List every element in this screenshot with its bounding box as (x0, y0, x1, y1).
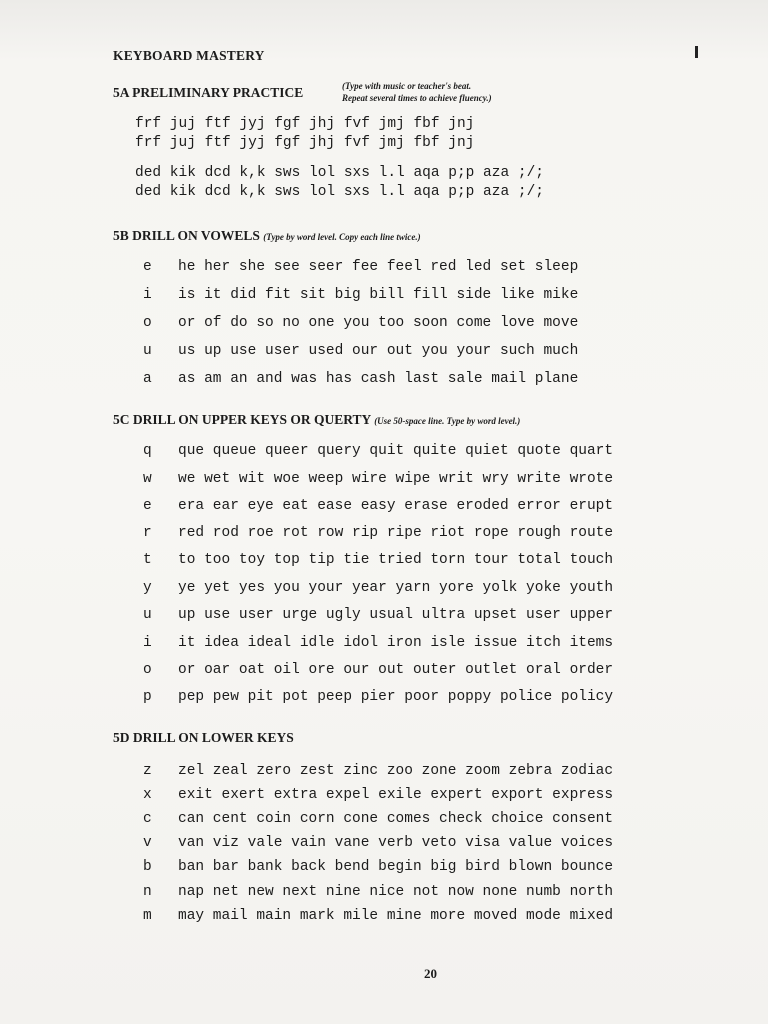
row-key: p (143, 689, 152, 705)
section-5a-note-line-1: (Type with music or teacher's beat. (342, 81, 472, 91)
section-5d-title: 5D DRILL ON LOWER KEYS (113, 730, 294, 745)
row-key: r (143, 525, 152, 541)
list-item (143, 607, 613, 623)
row-text: it idea ideal idle idol iron isle issue itch items (178, 635, 614, 651)
row-key: i (143, 287, 152, 303)
list-item (143, 908, 613, 924)
row-text: us up use user used our out you your such much (178, 343, 579, 359)
row-key: e (143, 498, 152, 514)
row-text: we wet wit woe weep wire wipe writ wry write wrote (178, 471, 614, 487)
row-text: to too toy top tip tie tried torn tour total touch (178, 552, 614, 568)
row-key: x (143, 787, 152, 803)
list-item (143, 498, 613, 514)
row-key: y (143, 580, 152, 596)
row-key: t (143, 552, 152, 568)
list-item (143, 884, 613, 900)
list-item (143, 259, 578, 275)
row-key: c (143, 811, 152, 827)
row-text: may mail main mark mile mine more moved mode mixed (178, 908, 614, 924)
row-text: ye yet yes you your year yarn yore yolk yoke youth (178, 580, 614, 596)
page-header: KEYBOARD MASTERY (113, 48, 265, 63)
row-text: nap net new next nine nice not now none numb north (178, 884, 614, 900)
section-5c-note: (Use 50-space line. Type by word level.) (374, 416, 521, 426)
list-item (143, 835, 613, 851)
row-text: zel zeal zero zest zinc zoo zone zoom zebra zodiac (178, 763, 614, 779)
row-text: que queue queer query quit quite quiet quote quart (178, 443, 614, 459)
row-key: b (143, 859, 152, 875)
row-text: can cent coin corn cone comes check choice consent (178, 811, 614, 827)
row-key: v (143, 835, 152, 851)
row-text: van viz vale vain vane verb veto visa value voices (178, 835, 614, 851)
row-key: q (143, 443, 152, 459)
row-text: up use user urge ugly usual ultra upset user upper (178, 607, 614, 623)
section-5b-heading: 5B DRILL ON VOWELS (113, 228, 260, 243)
section-5b-title (113, 228, 421, 244)
section-5c-heading: 5C DRILL ON UPPER KEYS OR QUERTY (113, 412, 371, 427)
row-key: n (143, 884, 152, 900)
list-item (143, 315, 578, 331)
list-item (143, 471, 613, 487)
drill-line: frf juj ftf jyj fgf jhj fvf jmj fbf jnj (135, 135, 475, 151)
list-item (143, 662, 613, 678)
row-key: o (143, 315, 152, 331)
row-key: o (143, 662, 152, 678)
row-text: he her she see seer fee feel red led set sleep (178, 259, 579, 275)
list-item (143, 763, 613, 779)
row-key: u (143, 343, 152, 359)
section-5a-note (342, 80, 492, 104)
list-item (143, 859, 613, 875)
drill-line: frf juj ftf jyj fgf jhj fvf jmj fbf jnj (135, 116, 475, 132)
list-item (143, 811, 613, 827)
row-text: pep pew pit pot peep pier poor poppy police policy (178, 689, 614, 705)
row-key: w (143, 471, 152, 487)
list-item (143, 635, 613, 651)
list-item (143, 552, 613, 568)
row-text: ban bar bank back bend begin big bird blown bounce (178, 859, 614, 875)
row-key: a (143, 371, 152, 387)
row-text: is it did fit sit big bill fill side like mike (178, 287, 579, 303)
list-item (143, 689, 613, 705)
section-5a-note-line-2: Repeat several times to achieve fluency.) (342, 93, 492, 103)
drill-line: ded kik dcd k,k sws lol sxs l.l aqa p;p aza ;/; (135, 184, 544, 200)
row-key: m (143, 908, 152, 924)
section-5c-title (113, 412, 520, 428)
section-5b-note: (Type by word level. Copy each line twice.) (263, 232, 421, 242)
list-item (143, 525, 613, 541)
row-key: i (143, 635, 152, 651)
row-text: exit exert extra expel exile expert export express (178, 787, 614, 803)
row-text: red rod roe rot row rip ripe riot rope rough route (178, 525, 614, 541)
row-text: as am an and was has cash last sale mail plane (178, 371, 579, 387)
page-number: 20 (424, 966, 437, 981)
row-text: era ear eye eat ease easy erase eroded error erupt (178, 498, 614, 514)
section-5a-title: 5A PRELIMINARY PRACTICE (113, 85, 304, 100)
list-item (143, 371, 578, 387)
row-key: e (143, 259, 152, 275)
row-text: or oar oat oil ore our out outer outlet oral order (178, 662, 614, 678)
list-item (143, 287, 578, 303)
list-item (143, 343, 578, 359)
row-key: z (143, 763, 152, 779)
list-item (143, 580, 613, 596)
list-item (143, 443, 613, 459)
row-key: u (143, 607, 152, 623)
edge-mark (695, 46, 698, 58)
list-item (143, 787, 613, 803)
drill-line: ded kik dcd k,k sws lol sxs l.l aqa p;p aza ;/; (135, 165, 544, 181)
row-text: or of do so no one you too soon come love move (178, 315, 579, 331)
